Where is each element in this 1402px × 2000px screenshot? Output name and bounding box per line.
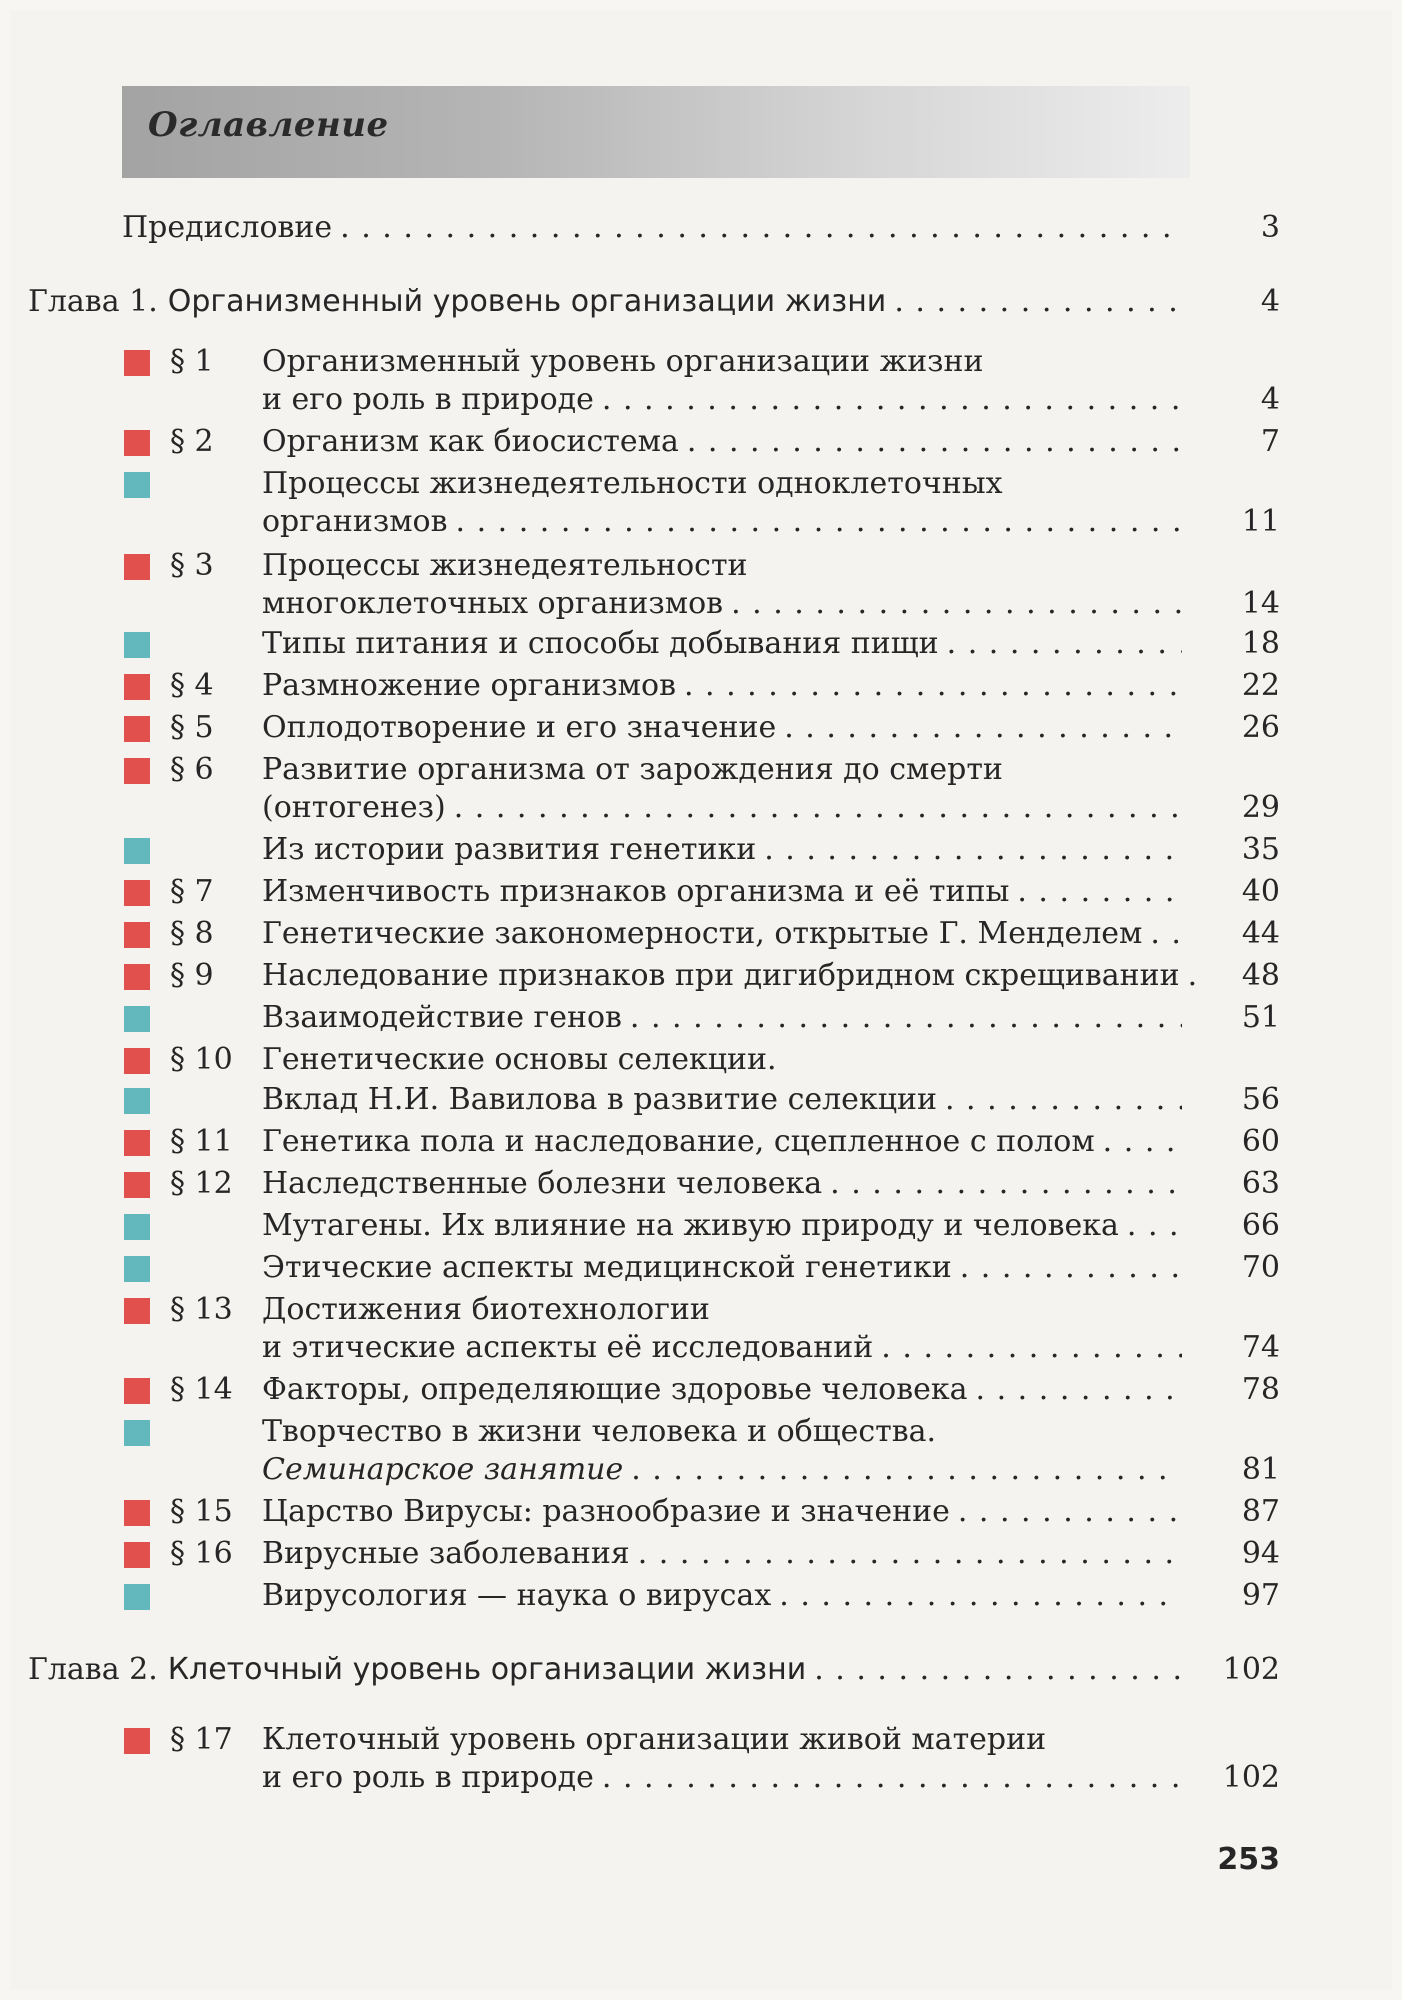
marker-red-square bbox=[124, 922, 150, 948]
toc-entry-line[interactable] bbox=[262, 1760, 1190, 1796]
dot-leader bbox=[454, 790, 1182, 826]
toc-entry-line[interactable] bbox=[262, 1452, 1190, 1488]
marker-teal-square bbox=[124, 838, 150, 864]
marker-teal-square bbox=[124, 1006, 150, 1032]
dot-leader bbox=[779, 1578, 1182, 1614]
toc-entry-title: Вирусология — наука о вирусах bbox=[262, 1578, 772, 1613]
section-number: § 8 bbox=[170, 916, 214, 951]
dot-leader bbox=[830, 1166, 1182, 1202]
toc-entry-title: Достижения биотехнологии bbox=[262, 1292, 710, 1327]
toc-entry-title: Вирусные заболевания bbox=[262, 1536, 630, 1571]
marker-red-square bbox=[124, 1298, 150, 1324]
toc-preface-line[interactable] bbox=[122, 210, 1190, 246]
dot-leader bbox=[340, 210, 1182, 246]
toc-entry-title: Клеточный уровень организации живой материи bbox=[262, 1722, 1047, 1757]
chapter-2-prefix: Глава 2. bbox=[28, 1652, 158, 1687]
dot-leader bbox=[1127, 1208, 1182, 1244]
toc-preface-label: Предисловие bbox=[122, 210, 333, 245]
section-number: § 6 bbox=[170, 752, 214, 787]
dot-leader bbox=[1150, 916, 1182, 952]
dot-leader bbox=[881, 1330, 1182, 1366]
marker-red-square bbox=[124, 430, 150, 456]
section-number: § 14 bbox=[170, 1372, 233, 1407]
dot-leader bbox=[814, 1652, 1182, 1688]
marker-teal-square bbox=[124, 1420, 150, 1446]
toc-entry-line[interactable] bbox=[262, 958, 1190, 994]
toc-entry-line[interactable] bbox=[262, 1330, 1190, 1366]
dot-leader bbox=[894, 284, 1182, 320]
toc-entry-title: Оплодотворение и его значение bbox=[262, 710, 777, 745]
toc-entry-title: Процессы жизнедеятельности bbox=[262, 548, 748, 583]
dot-leader bbox=[784, 710, 1182, 746]
toc-chapter-1-page: 4 bbox=[1260, 284, 1280, 319]
toc-entry-line[interactable] bbox=[262, 1208, 1190, 1244]
toc-entry-title: Мутагены. Их влияние на живую природу и человека bbox=[262, 1208, 1119, 1243]
toc-entry-line[interactable] bbox=[262, 504, 1190, 540]
marker-red-square bbox=[124, 1172, 150, 1198]
footer-page-number: 253 bbox=[1217, 1842, 1280, 1877]
toc-entry-title: Факторы, определяющие здоровье человека bbox=[262, 1372, 968, 1407]
toc-entry-line[interactable] bbox=[262, 1372, 1190, 1408]
marker-red-square bbox=[124, 1542, 150, 1568]
toc-chapter-2-page: 102 bbox=[1222, 1652, 1280, 1687]
toc-entry-line[interactable] bbox=[262, 874, 1190, 910]
toc-entry-title: Генетика пола и наследование, сцепленное с полом bbox=[262, 1124, 1095, 1159]
toc-entry-line[interactable] bbox=[262, 1578, 1190, 1614]
dot-leader bbox=[976, 1372, 1182, 1408]
toc-entry-page: 22 bbox=[1241, 668, 1280, 703]
toc-entry-line[interactable] bbox=[262, 344, 984, 380]
toc-entry-page: 66 bbox=[1241, 1208, 1280, 1243]
section-number: § 16 bbox=[170, 1536, 233, 1571]
marker-red-square bbox=[124, 880, 150, 906]
marker-red-square bbox=[124, 674, 150, 700]
chapter-1-title: Организменный уровень организации жизни bbox=[167, 284, 887, 319]
toc-entry-line[interactable] bbox=[262, 466, 1003, 502]
section-number: § 5 bbox=[170, 710, 214, 745]
toc-entry-line[interactable] bbox=[262, 382, 1190, 418]
section-number: § 9 bbox=[170, 958, 214, 993]
section-number: § 15 bbox=[170, 1494, 233, 1529]
toc-entry-title: Изменчивость признаков организма и её типы bbox=[262, 874, 1010, 909]
toc-entry-page: 74 bbox=[1241, 1330, 1280, 1365]
chapter-1-prefix: Глава 1. bbox=[28, 284, 158, 319]
toc-entry-title: и его роль в природе bbox=[262, 382, 594, 417]
toc-entry-page: 26 bbox=[1241, 710, 1280, 745]
toc-entry-line[interactable] bbox=[262, 752, 1003, 788]
toc-entry-line[interactable] bbox=[262, 548, 748, 584]
dot-leader bbox=[1188, 958, 1198, 994]
dot-leader bbox=[602, 382, 1182, 418]
dot-leader bbox=[638, 1536, 1182, 1572]
marker-teal-square bbox=[124, 1584, 150, 1610]
section-number: § 1 bbox=[170, 344, 214, 379]
toc-entry-title: Этические аспекты медицинской генетики bbox=[262, 1250, 952, 1285]
dot-leader bbox=[1103, 1124, 1182, 1160]
toc-entry-line[interactable] bbox=[262, 1292, 710, 1328]
toc-entry-title: и его роль в природе bbox=[262, 1760, 594, 1795]
toc-entry-page: 94 bbox=[1241, 1536, 1280, 1571]
marker-red-square bbox=[124, 964, 150, 990]
dot-leader bbox=[684, 668, 1182, 704]
section-number: § 4 bbox=[170, 668, 214, 703]
marker-teal-square bbox=[124, 632, 150, 658]
dot-leader bbox=[731, 586, 1182, 622]
marker-red-square bbox=[124, 1728, 150, 1754]
toc-entry-page: 78 bbox=[1241, 1372, 1280, 1407]
toc-entry-line[interactable] bbox=[262, 1166, 1190, 1202]
dot-leader bbox=[630, 1000, 1182, 1036]
toc-entry-line[interactable] bbox=[262, 586, 1190, 622]
toc-entry-title: Взаимодействие генов bbox=[262, 1000, 622, 1035]
toc-entry-page: 97 bbox=[1241, 1578, 1280, 1613]
toc-entry-line[interactable] bbox=[262, 626, 1190, 662]
toc-entry-line[interactable] bbox=[262, 1250, 1190, 1286]
toc-entry-page: 102 bbox=[1222, 1760, 1280, 1795]
toc-entry-page: 70 bbox=[1241, 1250, 1280, 1285]
dot-leader bbox=[631, 1452, 1182, 1488]
toc-entry-page: 48 bbox=[1241, 958, 1280, 993]
toc-entry-line[interactable] bbox=[262, 1722, 1046, 1758]
toc-entry-title: Царство Вирусы: разнообразие и значение bbox=[262, 1494, 950, 1529]
toc-entry-title: Генетические закономерности, открытые Г. Менделем bbox=[262, 916, 1143, 951]
marker-teal-square bbox=[124, 1088, 150, 1114]
marker-red-square bbox=[124, 350, 150, 376]
toc-entry-title: Семинарское занятие bbox=[262, 1452, 624, 1487]
marker-red-square bbox=[124, 1048, 150, 1074]
dot-leader bbox=[960, 1250, 1182, 1286]
toc-entry-page: 56 bbox=[1241, 1082, 1280, 1117]
toc-entry-page: 7 bbox=[1260, 424, 1280, 459]
dot-leader bbox=[1017, 874, 1182, 910]
marker-red-square bbox=[124, 716, 150, 742]
toc-entry-title: Наследование признаков при дигибридном скрещивании bbox=[262, 958, 1180, 993]
toc-entry-page: 51 bbox=[1241, 1000, 1280, 1035]
toc-entry-title: Творчество в жизни человека и общества. bbox=[262, 1414, 937, 1449]
marker-teal-square bbox=[124, 1256, 150, 1282]
toc-entry-line[interactable] bbox=[262, 1082, 1190, 1118]
toc-entry-line[interactable] bbox=[262, 832, 1190, 868]
toc-entry-page: 35 bbox=[1241, 832, 1280, 867]
section-number: § 3 bbox=[170, 548, 214, 583]
toc-entry-page: 44 bbox=[1241, 916, 1280, 951]
dot-leader bbox=[958, 1494, 1182, 1530]
toc-entry-title: Вклад Н.И. Вавилова в развитие селекции bbox=[262, 1082, 937, 1117]
section-number: § 2 bbox=[170, 424, 214, 459]
toc-entry-title: организмов bbox=[262, 504, 448, 539]
toc-entry-page: 63 bbox=[1241, 1166, 1280, 1201]
marker-red-square bbox=[124, 1130, 150, 1156]
toc-entry-page: 29 bbox=[1241, 790, 1280, 825]
toc-entry-line[interactable] bbox=[262, 1042, 777, 1078]
toc-entry-line[interactable] bbox=[262, 1414, 936, 1450]
toc-entry-title: Из истории развития генетики bbox=[262, 832, 757, 867]
marker-red-square bbox=[124, 758, 150, 784]
toc-entry-line[interactable] bbox=[262, 710, 1190, 746]
toc-entry-page: 40 bbox=[1241, 874, 1280, 909]
toc-entry-line[interactable] bbox=[262, 1494, 1190, 1530]
marker-teal-square bbox=[124, 1214, 150, 1240]
toc-entry-line[interactable] bbox=[262, 424, 1190, 460]
toc-entry-page: 18 bbox=[1241, 626, 1280, 661]
section-number: § 17 bbox=[170, 1722, 233, 1757]
toc-entry-title: Процессы жизнедеятельности одноклеточных bbox=[262, 466, 1003, 501]
toc-entry-page: 11 bbox=[1241, 504, 1280, 539]
page-title: Оглавление bbox=[148, 105, 389, 145]
toc-entry-line[interactable] bbox=[262, 916, 1190, 952]
toc-entry-title: (онтогенез) bbox=[262, 790, 446, 825]
marker-red-square bbox=[124, 1500, 150, 1526]
dot-leader bbox=[947, 626, 1182, 662]
toc-entry-line[interactable] bbox=[262, 790, 1190, 826]
toc-entry-line[interactable] bbox=[262, 668, 1190, 704]
toc-entry-page: 81 bbox=[1241, 1452, 1280, 1487]
toc-entry-title: Генетические основы селекции. bbox=[262, 1042, 777, 1077]
dot-leader bbox=[456, 504, 1182, 540]
dot-leader bbox=[687, 424, 1182, 460]
section-number: § 13 bbox=[170, 1292, 233, 1327]
dot-leader bbox=[945, 1082, 1182, 1118]
toc-entry-title: Развитие организма от зарождения до смерти bbox=[262, 752, 1003, 787]
marker-teal-square bbox=[124, 472, 150, 498]
toc-entry-line[interactable] bbox=[262, 1536, 1190, 1572]
toc-entry-title: Организм как биосистема bbox=[262, 424, 679, 459]
toc-entry-title: Размножение организмов bbox=[262, 668, 676, 703]
marker-red-square bbox=[124, 1378, 150, 1404]
toc-chapter-2-line[interactable] bbox=[28, 1652, 1190, 1688]
section-number: § 11 bbox=[170, 1124, 233, 1159]
toc-entry-title: Наследственные болезни человека bbox=[262, 1166, 823, 1201]
dot-leader bbox=[602, 1760, 1182, 1796]
section-number: § 12 bbox=[170, 1166, 233, 1201]
section-number: § 7 bbox=[170, 874, 214, 909]
toc-entry-page: 87 bbox=[1241, 1494, 1280, 1529]
section-number: § 10 bbox=[170, 1042, 233, 1077]
toc-entry-title: и этические аспекты её исследований bbox=[262, 1330, 874, 1365]
chapter-2-title: Клеточный уровень организации жизни bbox=[167, 1652, 807, 1687]
toc-chapter-1-line[interactable] bbox=[28, 284, 1190, 320]
toc-entry-page: 14 bbox=[1241, 586, 1280, 621]
toc-entry-line[interactable] bbox=[262, 1000, 1190, 1036]
dot-leader bbox=[764, 832, 1182, 868]
toc-entry-line[interactable] bbox=[262, 1124, 1190, 1160]
toc-entry-page: 4 bbox=[1260, 382, 1280, 417]
toc-entry-page: 60 bbox=[1241, 1124, 1280, 1159]
toc-preface-page: 3 bbox=[1260, 210, 1280, 245]
marker-red-square bbox=[124, 554, 150, 580]
toc-entry-title: Типы питания и способы добывания пищи bbox=[262, 626, 939, 661]
toc-entry-title: многоклеточных организмов bbox=[262, 586, 724, 621]
toc-entry-title: Организменный уровень организации жизни bbox=[262, 344, 984, 379]
